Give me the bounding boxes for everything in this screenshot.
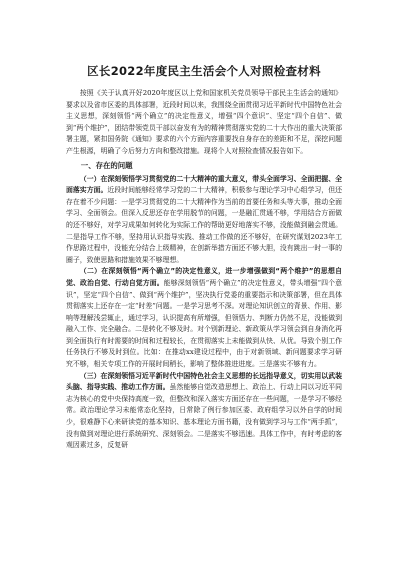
section-3-body: 虽然能够自觉改造思想上、政治上、行动上同以习近平同志为核心的党中央保持高度一致，但整改和深入落实方面还存在一些问题，一是学习不够经常。政治理论学习未能常态化坚持，日常除了例行参加区委、政府组学习以外自学的时间少，很难静下心来研读党的基本知识、基本理论方面书籍，没有做到学习与工作“两手抓”，没有做到对理论进行系统研究、深刻领会。二是落实不够迅速。具体工作中，有时考虑的客观因素过多，反复研 [66,383,343,450]
section-3-heading: （三）在深刻领悟习近平新时代中国特色社会主义思想的长远指导意义，切实用以武装头脑、指导实践、推动工作方面。 [66,371,342,392]
section-1 [66,174,342,267]
intro-paragraph: 按照《关于认真开好2020年度区以上党和国家机关党员领导干部民主生活会的通知》要求以及省市区委的具体部署，近段时间以来，我围绕全面贯彻习近平新时代中国特色社会主义思想，深刻领悟“两个确立”的决定性意义，增强“四个意识”、坚定“四个自信”、做到“两个维护”，团结带领党员干部以奋发有为的精神贯彻落实党的二十大作出的重大决策部署主题，紧扣国务院《通知》要求的六个方面内容重要找自身存在的差距和不足，深挖问题产生根源，明确了今后努力方向和整改措施。现将个人对照检查情况报告如下。 [66,89,342,155]
section-1-heading: （一）在深刻领悟学习贯彻党的二十大精神的重大意义，带头全面学习、全面把握、全面落实方面。 [66,174,342,195]
section-2 [66,266,342,370]
section-2-heading: （二）在深刻领悟“两个确立”的决定性意义，进一步增强做到“两个维护”的思想自觉、政治自觉、行动自觉方面。 [66,267,342,287]
document-title: 区长2022年度民主生活会个人对照检查材料 [87,64,321,78]
section-1-body: 近段时间能够经常学习党的二十大精神，积极参与理论学习中心组学习，但还存在着不少问题：一是学习贯彻党的二十大精神作为当前的首要任务和头等大事，推动全面学习、全面领会。但深入反思还存在学用脱节的问题，一是融汇贯通不够，学用结合方面做的还不够好，对学习成果如何转化为实际工作的帮助更好地落实不够，没能做到融会贯通。二是指导工作不够，坚持用认识指导实践、推动工作做的还不够好，在研究谋划2023年工作思路过程中，没能充分结合上级精神，在创新举措方面还不够大胆，没有跳出一时一事的圈子，致使思路和措施效果不够理想。 [66,186,343,264]
section-2-body: 能够深刻领悟“两个确立”的决定性意义，带头增强“四个意识”，坚定“四个自信”、做到“两个维护”，坚决执行党委的重要指示和决策部署，但在具体贯彻落实上还存在一定“时差”问题。一是学习思考不深。对理论知识创立的背景、作用、影响等理解浅尝辄止，通过学习，认识提高有所增强，但领悟力、判断力仍然不足，没能做到融入工作、完全融合。二是转化不够及时。对个别新理论、新政策从学习领会到自身消化再到全面执行有时需要的时间和过程较长，在贯彻落实上未能做到从快、从优。导致个别工作任务执行不够及时到位。比如：在推动xx建设过程中，由于对新领域、新问题要求学习研究不够，相关专项工作的开展时间稍长，影响了整体推进进度。三是落实不够有力。 [66,278,343,369]
section-heading-problems: 一、存在的问题 [80,160,133,170]
section-3 [66,371,342,452]
